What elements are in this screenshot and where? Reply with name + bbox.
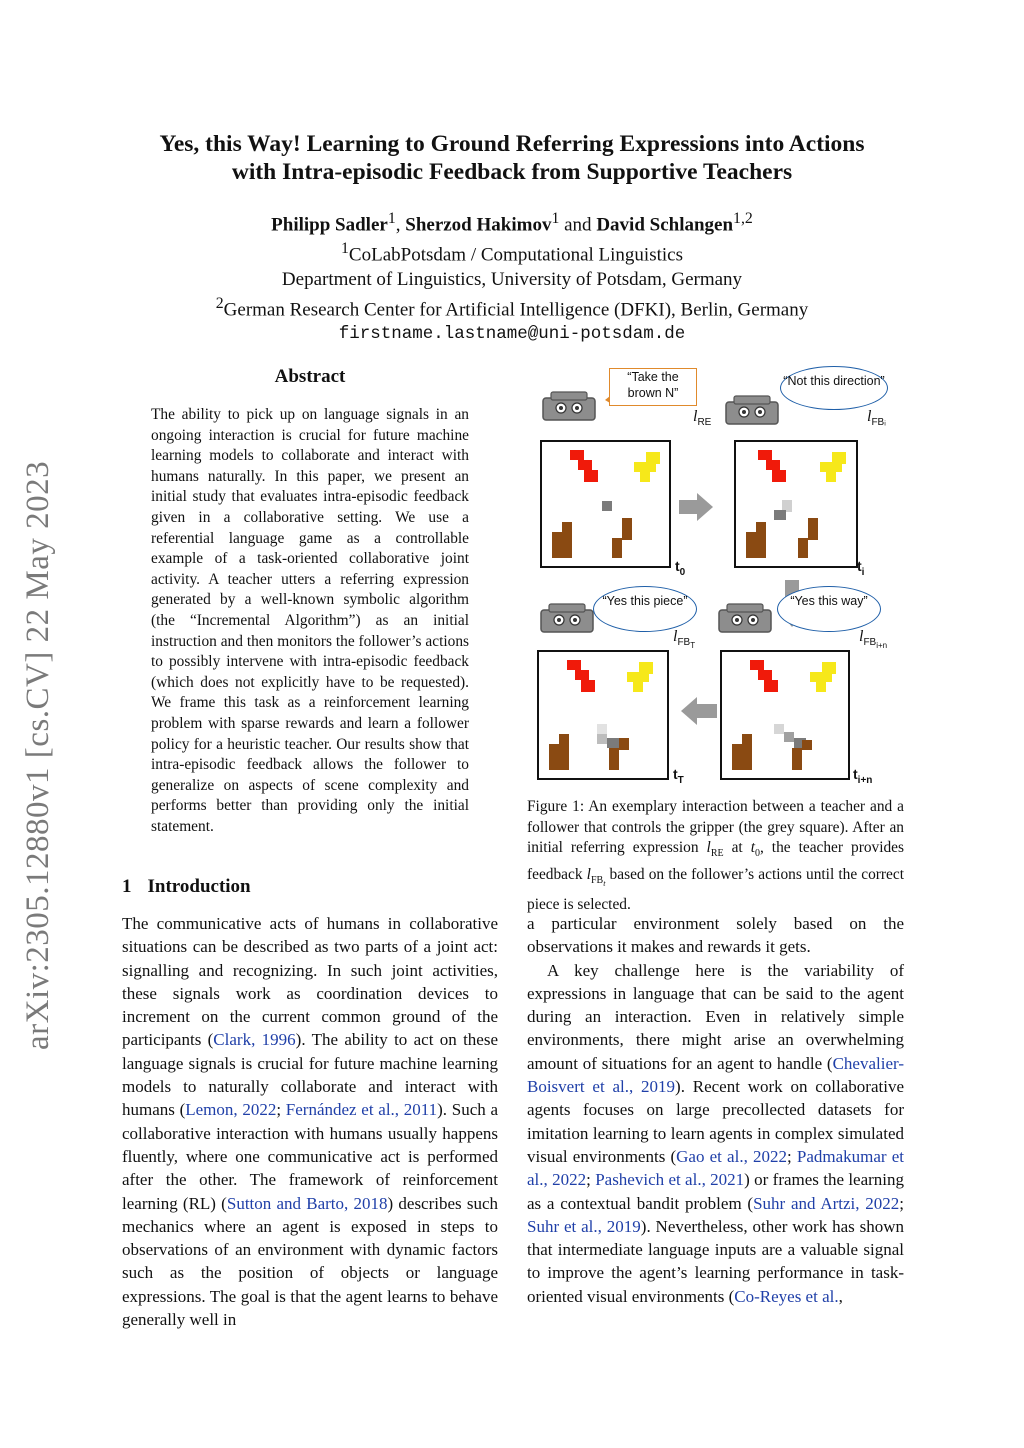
yellow-piece [634, 462, 656, 472]
affiliation-1-text: CoLabPotsdam / Computational Linguistics [348, 244, 683, 266]
figure-1 [527, 362, 904, 792]
text-run: ). Such a collaborative interaction with humans usually happens fluently, where one communicative act is performed after the other. The framework of reinforcement learning (RL) ( [122, 1100, 498, 1213]
text-run: , [838, 1286, 843, 1306]
gripper-trace [597, 724, 607, 734]
l-symbol: l [673, 628, 678, 645]
red-piece [584, 470, 598, 482]
l-subscript: RE [697, 417, 712, 429]
l-subsubscript: i+n [876, 641, 888, 651]
author-block [100, 207, 924, 346]
citation-author: Gao et al. [676, 1146, 744, 1166]
red-piece [575, 670, 589, 680]
robot-icon [719, 604, 771, 632]
author-separator: , [395, 214, 406, 236]
citation-author: Lemon [185, 1100, 234, 1120]
citation-year: 2022 [242, 1100, 277, 1120]
math-subscript: 0 [754, 848, 760, 860]
caption-label: Figure 1: [527, 798, 585, 815]
l-subscript: FB [677, 637, 691, 649]
l-symbol: l [693, 408, 698, 425]
brown-piece [756, 522, 766, 532]
t-subscript: T [677, 774, 684, 786]
text-run: ) describes such mechanics where an agent is exposed in steps to observations of an environment with dynamic factors such as the position of objects or language expressions. The goal is that the agent learns to behave generally well in [122, 1193, 499, 1330]
citation-year: 2022 [865, 1193, 900, 1213]
email[interactable]: firstname.lastname@uni-potsdam.de [338, 323, 686, 344]
affiliation-1-mark: 1 [341, 240, 349, 258]
robot-icon [541, 604, 593, 632]
text-run: ). Nevertheless, other work has shown that intermediate language inputs are a valuable signal to improve the agent’s learning performance in task-oriented visual environments ( [527, 1216, 905, 1306]
text-run: ). The ability to act on these language signals is crucial for future machine learning models to naturally collaborate and interact with humans ( [122, 1030, 499, 1120]
affiliation-2-text: German Research Center for Artificial Intelligence (DFKI), Berlin, Germany [223, 298, 809, 320]
label-l-fb-in [859, 628, 887, 650]
brown-piece [609, 748, 619, 770]
author-2: Sherzod Hakimov [405, 214, 552, 236]
citation-author: Padmakumar et al. [527, 1146, 905, 1190]
brown-piece [808, 518, 818, 528]
yellow-piece [633, 682, 643, 692]
arrow-left-icon [681, 697, 717, 725]
arrow-right-icon [679, 493, 713, 521]
citation-year: 2019 [641, 1077, 676, 1097]
title-line-1: Yes, this Way! Learning to Ground Referring Expressions into Actions [159, 131, 865, 157]
math-subscript: FB [590, 874, 604, 886]
label-l-re [693, 408, 711, 428]
figure-caption [527, 797, 904, 915]
bubble-text: “Yes this piece” [602, 594, 688, 608]
red-piece [764, 680, 778, 692]
citation-year: 2019 [606, 1216, 641, 1236]
red-piece [570, 450, 584, 460]
text-run: ). Recent work on collaborative agents focuses on large precollected datasets for imitation learning to learn agents in complex simulated visual environments ( [527, 1077, 904, 1166]
brown-piece [559, 734, 569, 744]
author-line [100, 207, 924, 237]
intro-right-column [527, 912, 904, 1308]
gripper-trace [784, 732, 794, 742]
t-symbol: t [853, 766, 858, 782]
caption-text: at [723, 839, 751, 857]
citation-link[interactable]: Chevalier-Boisvert et al., 2019 [527, 1053, 904, 1097]
grid-panel-ti [734, 440, 858, 568]
t-subscript: i+n [857, 774, 873, 786]
citation-author: Fernández et al. [285, 1100, 395, 1120]
citation-author: Chevalier-Boisvert et al. [527, 1053, 904, 1097]
speech-bubble-fb-t [593, 586, 697, 632]
citation-link[interactable]: Suhr and Artzi, 2022 [753, 1193, 900, 1213]
intro-paragraph-1: The communicative acts of humans in collaborative situations can be described as two parts of a joint act: signalling and recognizing. In such joint activities, these signals work as coordination devices to increment on the current common ground of the participants (Clark, 1996). The ability to act on these language signals is crucial for future machine learning models to naturally collaborate and interact with humans (Lemon, 2022; Fernández et al., 2011). Such a collaborative interaction with humans usually happens fluently, where one communicative act is performed after the other. The framework of reinforcement learning (RL) (Sutton and Barto, 2018) describes such mechanics where an agent is exposed in steps to observations of an environment with dynamic factors such as the position of objects or language expressions. The goal is that the agent learns to behave generally well in [122, 914, 499, 1330]
t-subscript: 0 [679, 566, 686, 578]
t-subscript: i [861, 566, 865, 578]
caption-text: , the teacher provides feedback [527, 839, 905, 883]
gripper-trace [597, 734, 607, 744]
t-symbol: t [857, 558, 862, 574]
grid-panel-tT [537, 650, 669, 780]
title-line-2: with Intra-episodic Feedback from Supportive Teachers [231, 159, 793, 185]
brown-piece [622, 518, 632, 528]
citation-author: Sutton and Barto [226, 1193, 345, 1213]
red-piece [766, 460, 780, 470]
yellow-piece [816, 682, 826, 692]
affiliation-1b: Department of Linguistics, University of Potsdam, Germany [281, 268, 743, 290]
paper-title [100, 130, 924, 186]
caption-text: An exemplary interaction between a teacher and a follower that controls the gripper (the grey square). After an initial referring expression [527, 798, 904, 857]
yellow-piece [820, 462, 842, 472]
brown-piece [562, 522, 572, 532]
brown-piece [549, 744, 569, 770]
red-piece [758, 450, 772, 460]
brown-piece [798, 538, 808, 558]
brown-piece [612, 538, 622, 558]
grid-panel-tin [720, 650, 850, 780]
l-subscript: FB [863, 637, 877, 649]
yellow-piece [826, 472, 836, 482]
time-label-tin [853, 766, 872, 786]
intro-paragraph-2: A key challenge here is the variability of expressions in language that can be said to the agent during an interaction. Even in relatively simple environments, there might arise an overwhelming amount of situations for an agent to handle (Chevalier-Boisvert et al., 2019). Recent work on collaborative agents focuses on large precollected datasets for imitation learning to learn agents in complex simulated visual environments (Gao et al., 2022; Padmakumar et al., 2022; Pashevich et al., 2021) or frames the learning as a contextual bandit problem (Suhr and Artzi, 2022; Suhr et al., 2019). Nevertheless, other work has shown that intermediate language inputs are a valuable signal to improve the agent’s learning performance in task-oriented visual environments (Co-Reyes et al., [527, 960, 905, 1306]
time-label-t0 [675, 558, 685, 578]
affiliation-2-mark: 2 [215, 294, 224, 312]
intro-paragraph-cont: a particular environment solely based on the observations it makes and rewards it gets. [527, 914, 904, 957]
gripper-trace [774, 724, 784, 734]
citation-year: 2021 [710, 1170, 745, 1190]
author-2-affil: 1 [551, 210, 560, 227]
robot-icon [726, 396, 778, 424]
red-piece [758, 670, 772, 680]
text-run: A key challenge here is the variability of expressions in language that can be said to the agent during an interaction. Even in relatively simple environments, there might arise an overwhelming amount of situations for an agent to handle ( [527, 960, 904, 1073]
caption-text: based on the follower’s actions until the correct piece is selected. [527, 865, 904, 913]
label-l-fb-t [673, 628, 695, 650]
citation-link[interactable]: Co-Reyes et al. [734, 1286, 839, 1306]
arxiv-identifier: arXiv:2305.12880v1 [cs.CV] 22 May 2023 [20, 460, 56, 1050]
brown-piece [808, 528, 818, 540]
math-subsubscript: t [603, 878, 606, 888]
citation-link[interactable]: Suhr et al., 2019 [527, 1216, 641, 1236]
citation-link[interactable]: Lemon, 2022 [185, 1100, 277, 1120]
red-piece [578, 460, 592, 470]
bubble-text: “Yes this way” [790, 594, 868, 608]
l-subscript: FBᵢ [871, 417, 886, 429]
bubble-text: “Take the brown N” [627, 370, 679, 400]
label-l-fb-i [867, 408, 886, 428]
l-symbol: l [859, 628, 864, 645]
section-title: Introduction [147, 876, 251, 897]
affiliation-1 [100, 237, 924, 267]
yellow-piece [640, 472, 650, 482]
brown-piece [792, 748, 802, 770]
abstract-text: The ability to pick up on language signals in an ongoing interaction is crucial for future machine learning models to collaborate and interact with humans naturally. In this paper, we present an initial study that evaluates intra-episodic feedback given in a collaborative setting. We use a referential language game as a controllable example of a task-oriented collaborative joint activity. A teacher utters a referring expression generated by a well-known symbolic algorithm (the “Incremental Algorithm”) as an initial instruction and then monitors the follower’s actions to possibly intervene with intra-episodic feedback (which does not explicitly have to be requested). We frame this task as a reinforcement learning problem with sparse rewards and learn a follower policy for a heuristic teacher. Our results show that intra-episodic feedback allows the follower to generalize on aspects of scene complexity and performs better than providing only the initial statement. [151, 406, 469, 835]
brown-piece [619, 738, 629, 750]
citation-author: Suhr et al. [527, 1216, 598, 1236]
brown-piece [622, 528, 632, 540]
gripper [607, 738, 619, 748]
red-piece [581, 680, 595, 692]
brown-piece [802, 740, 812, 750]
citation-year: 1996 [261, 1030, 296, 1050]
citation-year: 2022 [552, 1170, 587, 1190]
speech-bubble-fb-in [777, 586, 881, 632]
grid-panel-t0 [540, 440, 671, 568]
text-run: ) or frames the learning as a contextual bandit problem ( [527, 1170, 905, 1213]
brown-piece [742, 734, 752, 744]
intro-left-column [122, 912, 498, 1331]
brown-piece [732, 744, 752, 770]
yellow-piece [627, 672, 649, 682]
red-piece [772, 470, 786, 482]
l-subsubscript: T [690, 641, 696, 651]
author-1: Philipp Sadler [271, 214, 388, 236]
affiliation-2 [100, 292, 924, 322]
l-symbol: l [867, 408, 872, 425]
brown-piece [552, 532, 572, 558]
section-heading [122, 876, 267, 898]
math-t: t [750, 839, 755, 857]
citation-link[interactable]: Gao et al., 2022 [676, 1146, 787, 1166]
citation-author: Suhr and Artzi [753, 1193, 856, 1213]
speech-bubble-fb-i [780, 366, 888, 410]
citation-link[interactable]: Pashevich et al., 2021 [595, 1170, 745, 1190]
citation-author: Clark [213, 1030, 252, 1050]
section-number: 1 [122, 876, 132, 897]
abstract-heading: Abstract [274, 366, 346, 387]
author-3-affil: 1,2 [733, 210, 753, 227]
citation-link[interactable]: Sutton and Barto, 2018 [226, 1193, 388, 1213]
text-run: The communicative acts of humans in collaborative situations can be described as two parts of a joint act: signalling and recognizing. In such joint activities, these signals work as coordination devices to increment on the current common ground of the participants ( [122, 914, 498, 1050]
citation-author: Pashevich et al. [595, 1170, 702, 1190]
brown-piece [746, 532, 766, 558]
t-symbol: t [675, 558, 680, 574]
author-1-affil: 1 [387, 210, 396, 227]
math-subscript: RE [710, 848, 724, 860]
math-l: l [706, 839, 711, 857]
citation-link[interactable]: Fernández et al., 2011 [285, 1100, 438, 1120]
t-symbol: t [673, 766, 678, 782]
citation-year: 2022 [753, 1146, 787, 1166]
yellow-piece [810, 672, 832, 682]
citation-link[interactable]: Padmakumar et al., 2022 [527, 1146, 905, 1190]
citation-year: 2011 [403, 1100, 438, 1120]
red-piece [567, 660, 581, 670]
citation-year: 2018 [353, 1193, 388, 1213]
author-3: David Schlangen [596, 214, 734, 236]
author-separator: and [559, 214, 597, 236]
robot-icon [543, 392, 595, 420]
speech-bubble-re [609, 368, 697, 406]
time-label-ti [857, 558, 864, 578]
citation-link[interactable]: Clark, 1996 [213, 1030, 296, 1050]
gripper [602, 501, 612, 511]
time-label-tT [673, 766, 684, 786]
gripper [774, 510, 786, 520]
bubble-text: “Not this direction” [783, 374, 885, 388]
math-l: l [586, 865, 591, 883]
red-piece [750, 660, 764, 670]
